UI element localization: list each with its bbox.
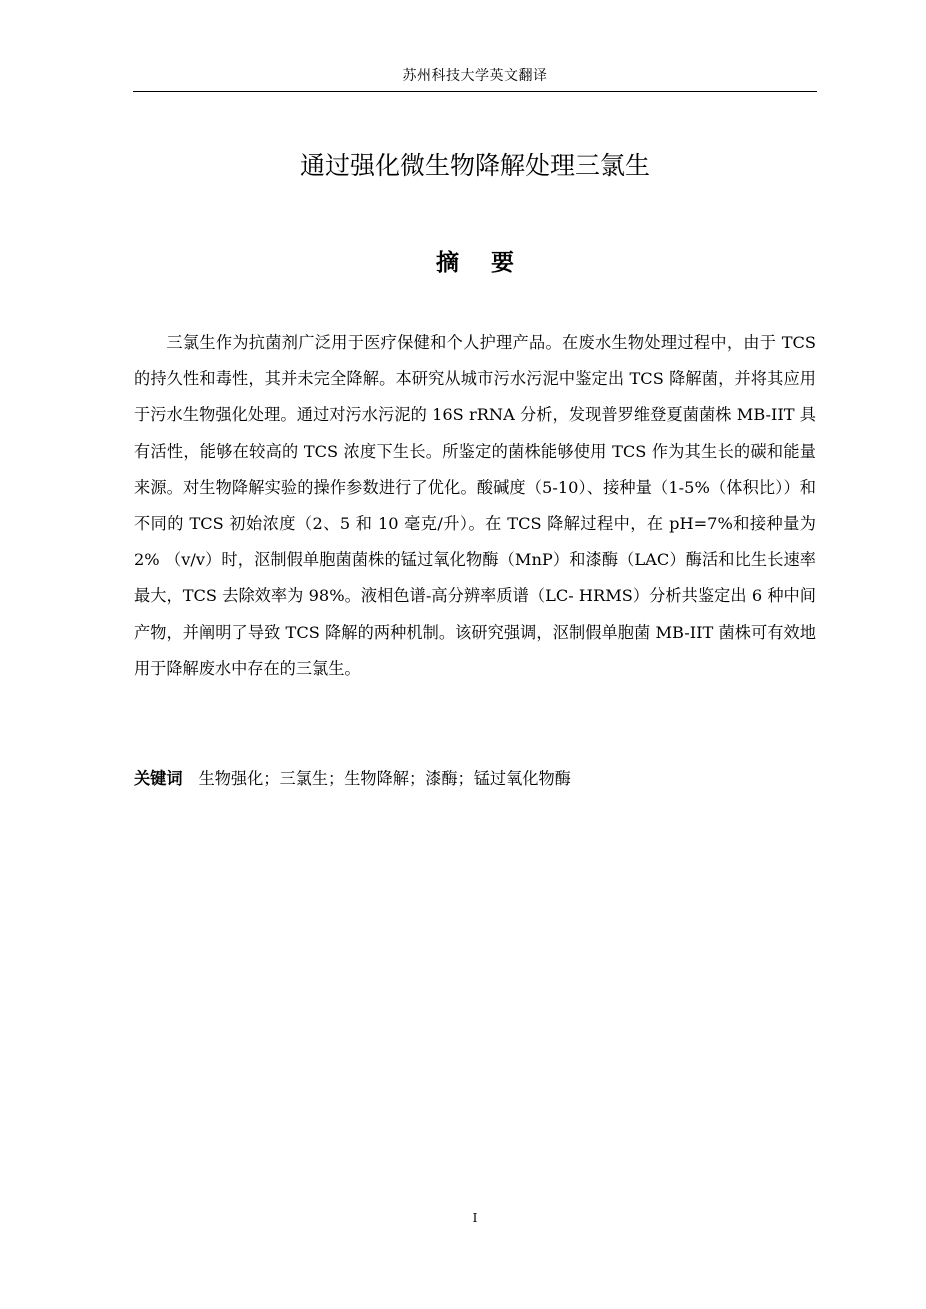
keywords-label: 关键词 <box>134 769 183 788</box>
running-header: 苏州科技大学英文翻译 <box>402 68 548 84</box>
abstract-body: 三氯生作为抗菌剂广泛用于医疗保健和个人护理产品。在废水生物处理过程中，由于 TCS 的持久性和毒性，其并未完全降解。本研究从城市污水污泥中鉴定出 TCS 降解菌，并将其应用于污水生物强化处理。通过对污水污泥的 16S rRNA 分析，发现普罗维登夏菌菌株 MB-IIT 具有活性，能够在较高的 TCS 浓度下生长。所鉴定的菌株能够使用 TCS 作为其生长的碳和能量来源。对生物降解实验的操作参数进行了优化。酸碱度（5-10）、接种量（1-5%（体积比））和不同的 TCS 初始浓度（2、5 和 10 毫克/升）。在 TCS 降解过程中，在 pH=7%和接种量为 2% （v/v）时，沤制假单胞菌菌株的锰过氧化物酶（MnP）和漆酶（LAC）酶活和比生长速率最大，TCS 去除效率为 98%。液相色谱-高分辨率质谱（LC- HRMS）分析共鉴定出 6 种中间产物，并阐明了导致 TCS 降解的两种机制。该研究强调，沤制假单胞菌 MB-IIT 菌株可有效地用于降解废水中存在的三氯生。 <box>134 333 816 678</box>
header-rule <box>133 91 817 92</box>
page-number: I <box>472 1211 478 1225</box>
abstract-heading: 摘要 <box>436 250 546 276</box>
keywords-line <box>134 763 816 795</box>
document-title: 通过强化微生物降解处理三氯生 <box>299 151 650 180</box>
keywords-text: 生物强化；三氯生；生物降解；漆酶；锰过氧化物酶 <box>198 769 571 788</box>
